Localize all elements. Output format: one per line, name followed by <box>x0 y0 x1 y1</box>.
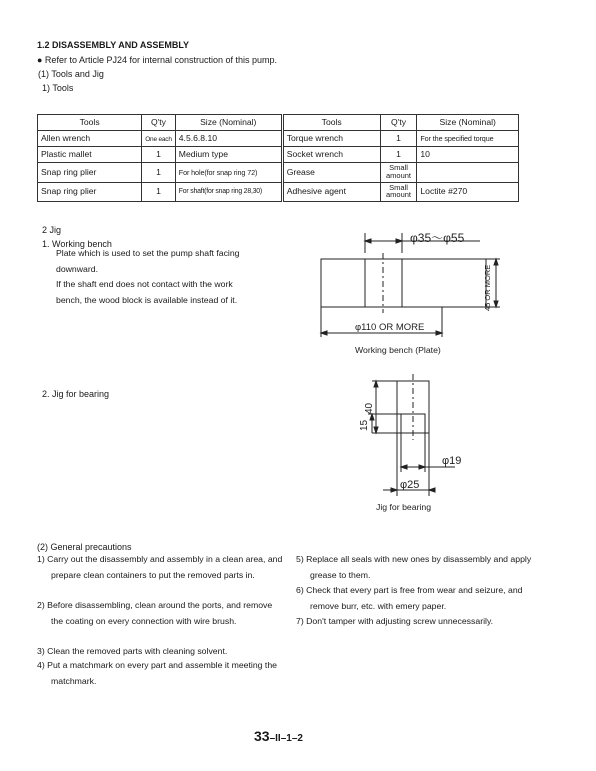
precaution-item <box>296 552 536 583</box>
working-bench-caption: Working bench (Plate) <box>355 345 441 355</box>
table-cell: 1 <box>380 131 417 147</box>
dim-outer-dia-label: φ25 <box>400 479 420 491</box>
table-cell: 1 <box>142 163 176 183</box>
table-cell: Snap ring plier <box>38 163 142 183</box>
table-cell: For hole(for snap ring 72) <box>175 163 282 183</box>
dim-top-label: φ35～φ55 <box>410 231 465 245</box>
precaution-number: 7) <box>296 616 304 626</box>
table-header-cell: Tools <box>282 115 380 131</box>
table-cell: For shaft(for snap ring 28,30) <box>175 182 282 202</box>
page-number <box>254 728 303 744</box>
tools-table <box>37 114 519 202</box>
precaution-item <box>37 658 283 689</box>
precaution-number: 6) <box>296 585 304 595</box>
dim-bottom-label: φ110 OR MORE <box>355 322 425 333</box>
table-row <box>38 147 519 163</box>
table-header-cell: Q'ty <box>380 115 417 131</box>
table-cell: Allen wrench <box>38 131 142 147</box>
precaution-number: 1) <box>37 554 45 564</box>
description-line: bench, the wood block is available instead of it. <box>56 294 238 305</box>
table-cell: Medium type <box>175 147 282 163</box>
precaution-text: Check that every part is free from wear and seizure, and remove burr, etc. with emery paper. <box>306 585 523 611</box>
table-cell: For the specified torque <box>417 131 519 147</box>
bearing-jig-caption: Jig for bearing <box>376 502 432 512</box>
table-header-cell: Tools <box>38 115 142 131</box>
section-heading: 1.2 DISASSEMBLY AND ASSEMBLY <box>37 40 190 50</box>
table-cell: Torque wrench <box>282 131 380 147</box>
table-cell: 10 <box>417 147 519 163</box>
bullet-note: ● Refer to Article PJ24 for internal construction of this pump. <box>37 55 278 65</box>
table-row <box>38 182 519 202</box>
precaution-text: Replace all seals with new ones by disassembly and apply grease to them. <box>306 554 532 580</box>
table-cell: Plastic mallet <box>38 147 142 163</box>
precaution-text: Put a matchmark on every part and assemble it meeting the matchmark. <box>47 660 278 686</box>
precaution-number: 5) <box>296 554 304 564</box>
precaution-number: 4) <box>37 660 45 670</box>
description-line: If the shaft end does not contact with the work <box>56 279 233 289</box>
precaution-number: 2) <box>37 600 45 610</box>
table-cell: Snap ring plier <box>38 182 142 202</box>
precaution-item <box>37 552 283 583</box>
table-cell: Small amount <box>386 163 412 180</box>
table-cell: 4.5.6.8.10 <box>175 131 282 147</box>
description-line: downward. <box>56 263 99 274</box>
precaution-item <box>296 614 536 630</box>
table-row <box>38 163 519 183</box>
tools-subheading: 1) Tools <box>42 83 74 93</box>
tools-and-jig-heading: (1) Tools and Jig <box>38 69 104 79</box>
working-bench-figure <box>310 225 510 360</box>
page-number-suffix: –II–1–2 <box>269 733 303 744</box>
working-bench-title: 1. Working bench <box>42 239 112 249</box>
precaution-item <box>37 598 283 629</box>
precaution-text: Don't tamper with adjusting screw unnecessarily. <box>306 616 494 626</box>
dim-side-label: 45 OR MORE <box>483 264 492 311</box>
table-header-cell: Q'ty <box>142 115 176 131</box>
bearing-jig-figure <box>330 372 490 517</box>
table-header-cell: Size (Nominal) <box>175 115 282 131</box>
dim-inner-height-label: 15 <box>359 419 370 431</box>
jig-for-bearing-title: 2. Jig for bearing <box>42 389 110 399</box>
description-line: Plate which is used to set the pump shaft facing <box>56 248 240 258</box>
table-cell: One each <box>145 135 172 143</box>
table-row <box>38 131 519 147</box>
dim-height-label: 40 <box>364 402 375 414</box>
table-cell: 1 <box>380 147 417 163</box>
jig-heading: 2 Jig <box>42 225 62 235</box>
table-cell: 1 <box>142 147 176 163</box>
table-cell: Adhesive agent <box>282 182 380 202</box>
precaution-number: 3) <box>37 646 45 656</box>
precaution-text: Clean the removed parts with cleaning solvent. <box>47 646 228 656</box>
precaution-item <box>296 583 536 614</box>
table-cell: Grease <box>282 163 380 183</box>
table-header-row <box>38 115 519 131</box>
table-cell: Socket wrench <box>282 147 380 163</box>
table-header-cell: Size (Nominal) <box>417 115 519 131</box>
table-cell: Small amount <box>386 182 412 199</box>
precautions-heading: (2) General precautions <box>37 542 132 552</box>
table-cell: Loctite #270 <box>417 182 519 202</box>
precaution-text: Carry out the disassembly and assembly in a clean area, and prepare clean containers to put the removed parts in. <box>47 554 283 580</box>
table-cell: 1 <box>142 182 176 202</box>
working-bench-description <box>56 246 240 308</box>
table-cell <box>417 163 519 183</box>
precaution-text: Before disassembling, clean around the ports, and remove the coating on every connection with wire brush. <box>47 600 273 626</box>
page-number-main: 33 <box>254 728 270 744</box>
dim-inner-dia-label: φ19 <box>442 455 462 467</box>
